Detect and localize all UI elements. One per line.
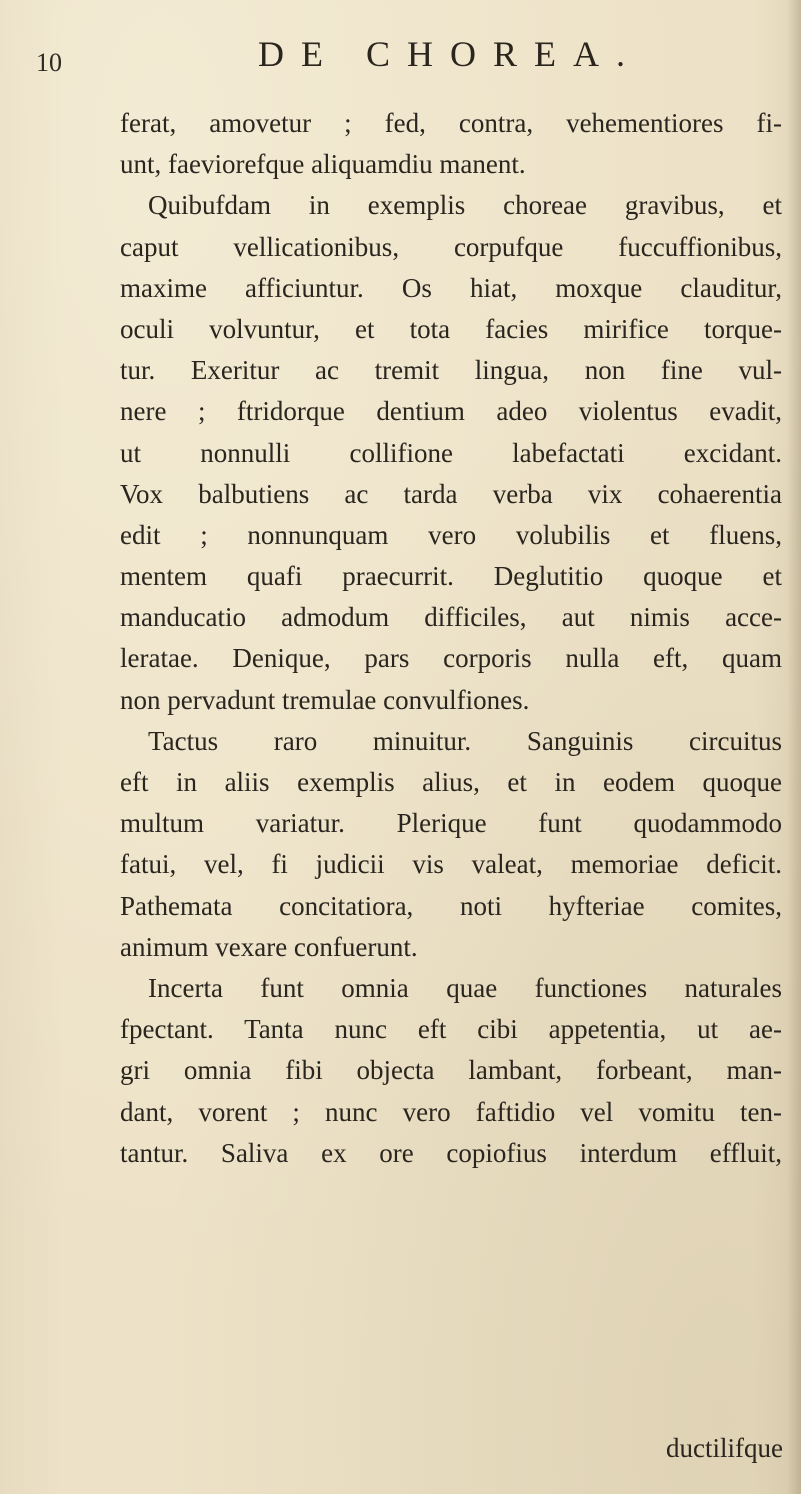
running-title: DE CHOREA. xyxy=(258,34,642,74)
text-line: Pathemata concitatiora, noti hyfteriae comites, xyxy=(120,890,782,921)
text-line: dant, vorent ; nunc vero faftidio vel vomitu ten- xyxy=(120,1096,782,1127)
text-line: eft in aliis exemplis alius, et in eodem quoque xyxy=(120,767,782,797)
page-edge-shadow xyxy=(787,0,801,1494)
text-line: oculi volvuntur, et tota facies mirifice torque- xyxy=(120,313,782,344)
text-line: ferat, amovetur ; fed, contra, vehementiores fi- xyxy=(120,108,782,138)
text-line: multum variatur. Plerique funt quodammodo xyxy=(120,808,782,839)
text-line: fatui, vel, fi judicii vis valeat, memoriae deficit. xyxy=(120,849,782,880)
text-line: tur. Exeritur ac tremit lingua, non fine vul- xyxy=(120,355,782,386)
text-line: leratae. Denique, pars corporis nulla eft, quam xyxy=(120,643,782,674)
text-line: fpectant. Tanta nunc eft cibi appetentia, ut ae- xyxy=(120,1014,782,1045)
text-line: ut nonnulli collifione labefactati excidant. xyxy=(120,437,782,468)
paragraph-first-line: Quibufdam in exemplis choreae gravibus, et xyxy=(148,190,782,221)
text-line: tantur. Saliva ex ore copiofius interdum effluit, xyxy=(120,1137,782,1168)
text-line: nere ; ftridorque dentium adeo violentus evadit, xyxy=(120,396,782,427)
body-text xyxy=(120,103,782,1174)
text-line: mentem quafi praecurrit. Deglutitio quoque et xyxy=(120,561,782,592)
text-line: edit ; nonnunquam vero volubilis et fluens, xyxy=(120,519,782,550)
text-line: gri omnia fibi objecta lambant, forbeant, man- xyxy=(120,1055,782,1086)
paragraph-first-line: Tactus raro minuitur. Sanguinis circuitus xyxy=(148,725,782,756)
text-line: Vox balbutiens ac tarda verba vix cohaerentia xyxy=(120,478,782,509)
text-line: animum vexare confuerunt. xyxy=(120,931,418,962)
text-line: caput vellicationibus, corpufque fuccuffionibus, xyxy=(120,231,782,262)
catchword: ductilifque xyxy=(666,1433,783,1463)
text-line: non pervadunt tremulae convulfiones. xyxy=(120,684,530,715)
running-head xyxy=(0,30,801,90)
page-number: 10 xyxy=(36,48,62,77)
paragraph-first-line: Incerta funt omnia quae functiones naturales xyxy=(148,972,782,1003)
text-line: manducatio admodum difficiles, aut nimis acce- xyxy=(120,602,782,633)
text-line: unt, faeviorefque aliquamdiu manent. xyxy=(120,149,526,180)
text-line: maxime afficiuntur. Os hiat, moxque clauditur, xyxy=(120,272,782,303)
